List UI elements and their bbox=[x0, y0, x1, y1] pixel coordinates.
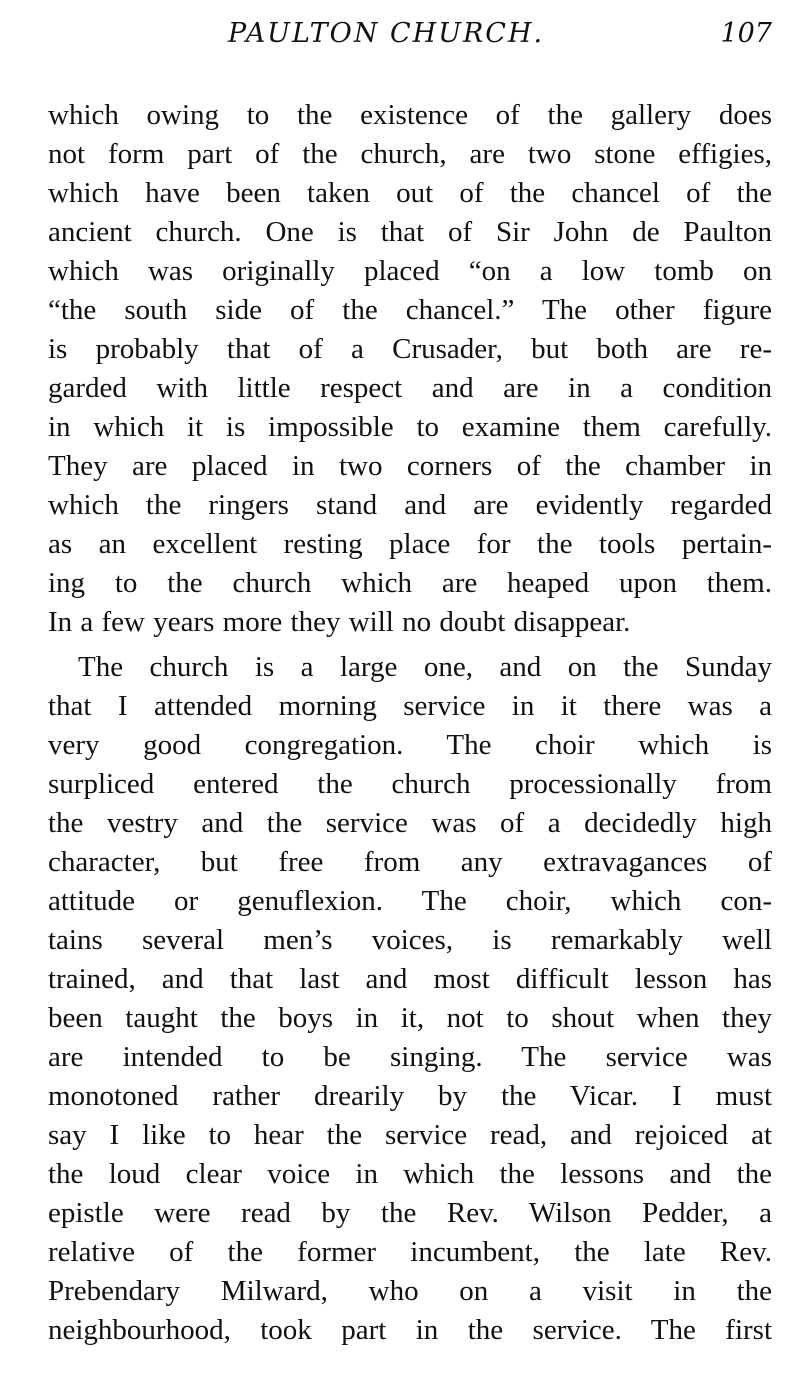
page-number: 107 bbox=[720, 18, 772, 49]
body-text bbox=[48, 96, 772, 1350]
text-line: which have been taken out of the chancel of the bbox=[48, 177, 772, 209]
text-line: not form part of the church, are two stone effigies, bbox=[48, 138, 772, 170]
text-line: Prebendary Milward, who on a visit in the bbox=[48, 1275, 772, 1307]
text-line: are intended to be singing. The service was bbox=[48, 1041, 772, 1073]
text-line: very good congregation. The choir which is bbox=[48, 729, 772, 761]
text-line: as an excellent resting place for the tools pertain- bbox=[48, 528, 772, 560]
running-head bbox=[48, 18, 772, 58]
running-title: PAULTON CHURCH. bbox=[228, 18, 545, 49]
text-line: which the ringers stand and are evidently regarded bbox=[48, 489, 772, 521]
text-line: garded with little respect and are in a condition bbox=[48, 372, 772, 404]
text-line: in which it is impossible to examine them carefully. bbox=[48, 411, 772, 443]
text-line: relative of the former incumbent, the late Rev. bbox=[48, 1236, 772, 1268]
text-line: character, but free from any extravagances of bbox=[48, 846, 772, 878]
text-line: “the south side of the chancel.” The other figure bbox=[48, 294, 772, 326]
text-line: that I attended morning service in it there was a bbox=[48, 690, 772, 722]
text-line: ing to the church which are heaped upon them. bbox=[48, 567, 772, 599]
text-line: which owing to the existence of the gallery does bbox=[48, 99, 772, 131]
paragraph-first-line: The church is a large one, and on the Sunday bbox=[78, 651, 772, 683]
text-line: been taught the boys in it, not to shout when they bbox=[48, 1002, 772, 1034]
text-line: tains several men’s voices, is remarkably well bbox=[48, 924, 772, 956]
text-line: epistle were read by the Rev. Wilson Pedder, a bbox=[48, 1197, 772, 1229]
text-line: the vestry and the service was of a decidedly high bbox=[48, 807, 772, 839]
text-line: which was originally placed “on a low tomb on bbox=[48, 255, 772, 287]
text-line: They are placed in two corners of the chamber in bbox=[48, 450, 772, 482]
text-line: say I like to hear the service read, and rejoiced at bbox=[48, 1119, 772, 1151]
text-line: trained, and that last and most difficult lesson has bbox=[48, 963, 772, 995]
text-line: the loud clear voice in which the lessons and the bbox=[48, 1158, 772, 1190]
text-line: ancient church. One is that of Sir John de Paulton bbox=[48, 216, 772, 248]
text-line: In a few years more they will no doubt disappear. bbox=[48, 606, 631, 638]
text-line: attitude or genuflexion. The choir, which con- bbox=[48, 885, 772, 917]
text-line: surpliced entered the church processionally from bbox=[48, 768, 772, 800]
text-line: monotoned rather drearily by the Vicar. I must bbox=[48, 1080, 772, 1112]
text-line: is probably that of a Crusader, but both are re- bbox=[48, 333, 772, 365]
text-line: neighbourhood, took part in the service. The first bbox=[48, 1314, 772, 1346]
